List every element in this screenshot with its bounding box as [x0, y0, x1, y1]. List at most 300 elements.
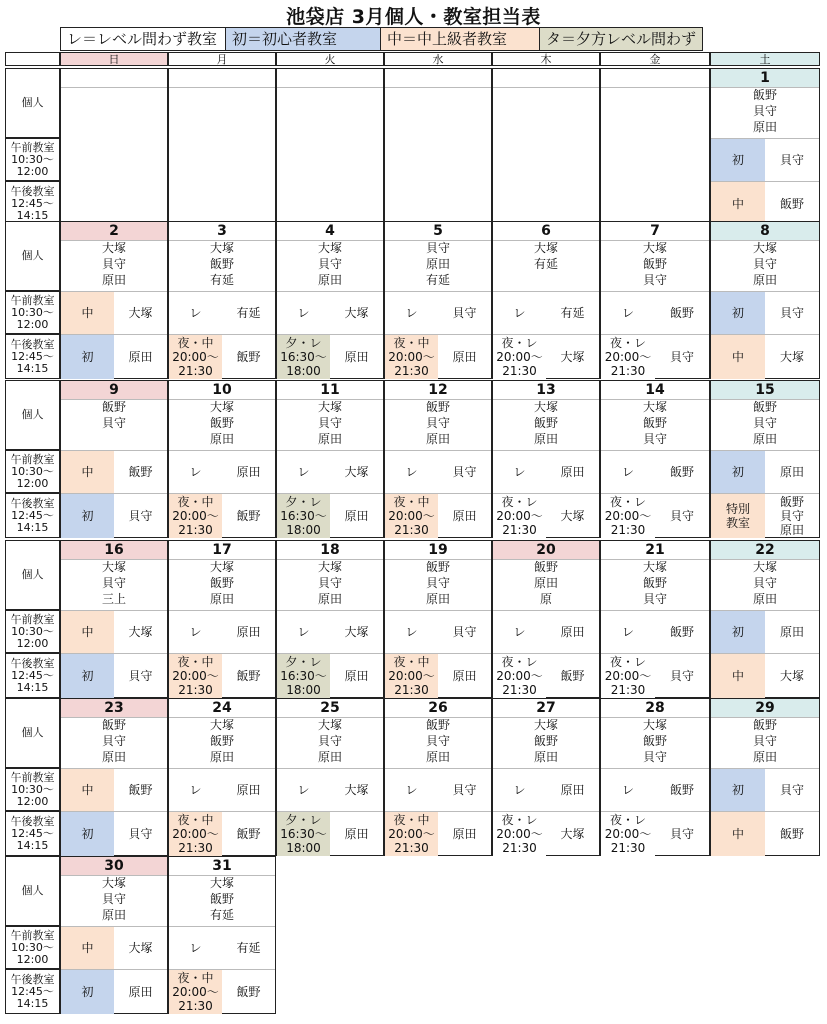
individual-staff-list: [493, 399, 599, 447]
staff-name: 飯野: [752, 88, 777, 102]
day-cell: [60, 68, 168, 226]
afternoon-class-type: 夜・レ 20:00〜 21:30: [601, 494, 655, 538]
staff-name: 原田: [101, 750, 126, 764]
row-label-morning-title: 午前教室: [10, 770, 55, 784]
weekday-header: 金: [600, 52, 710, 66]
morning-class-teacher: 有延: [236, 941, 261, 955]
individual-staff-list: [711, 399, 819, 447]
morning-class-type: レ: [493, 451, 546, 493]
afternoon-class-teacher: 貝守: [128, 509, 153, 523]
row-label-morning: [5, 138, 60, 181]
staff-name: 大塚: [317, 241, 342, 255]
staff-name: 大塚: [642, 241, 667, 255]
morning-class-type: レ: [493, 292, 546, 334]
weekday-header: 土: [710, 52, 820, 66]
staff-name: 貝守: [752, 416, 777, 430]
individual-staff-list: [711, 87, 819, 135]
staff-name: 大塚: [533, 718, 558, 732]
afternoon-class-type: 夕・レ 16:30〜 18:00: [277, 812, 330, 856]
staff-name: 飯野: [642, 734, 667, 748]
weekday-header: 水: [384, 52, 492, 66]
day-number: 15: [711, 381, 819, 400]
weekday-header: 木: [492, 52, 600, 66]
day-number: 25: [277, 699, 383, 718]
morning-class-teacher: 有延: [560, 306, 585, 320]
afternoon-class-teacher: 原田: [344, 669, 369, 683]
row-label-individual-text: 個人: [21, 96, 44, 109]
staff-name: 飯野: [752, 400, 777, 414]
individual-staff-list: [169, 559, 275, 607]
morning-class-teacher: 原田: [560, 465, 585, 479]
afternoon-class-teacher: 大塚: [779, 350, 804, 364]
staff-name: 有延: [209, 273, 234, 287]
individual-staff-list: [493, 717, 599, 765]
individual-staff-list: [493, 559, 599, 607]
day-cell: [60, 221, 168, 379]
morning-class-type: 初: [711, 292, 765, 334]
individual-staff-list: [61, 875, 167, 923]
afternoon-class-teacher: 原田: [344, 827, 369, 841]
afternoon-class-type: 夜・中 20:00〜 21:30: [169, 970, 222, 1014]
row-label-afternoon-time: 12:45〜 14:15: [11, 826, 54, 852]
day-cell: [60, 540, 168, 698]
morning-class-teacher: 原田: [560, 783, 585, 797]
staff-name: 大塚: [752, 560, 777, 574]
staff-name: 飯野: [209, 257, 234, 271]
staff-name: 飯野: [642, 257, 667, 271]
morning-class-type: 中: [61, 292, 114, 334]
morning-class-teacher: 原田: [236, 465, 261, 479]
afternoon-class-teacher: 飯野: [779, 827, 804, 841]
day-cell: [168, 856, 276, 1014]
day-number: 30: [61, 857, 167, 876]
row-label-afternoon: [5, 493, 60, 538]
morning-class-teacher: 飯野: [669, 306, 694, 320]
morning-class-type: 初: [711, 139, 765, 181]
morning-class-type: レ: [601, 769, 655, 811]
afternoon-class-type: 夜・中 20:00〜 21:30: [385, 494, 438, 538]
weekday-header: 火: [276, 52, 384, 66]
morning-class-teacher: 飯野: [669, 465, 694, 479]
staff-name: 貝守: [752, 104, 777, 118]
weekday-header: 日: [60, 52, 168, 66]
day-cell: [492, 540, 600, 698]
afternoon-class-type: 夜・レ 20:00〜 21:30: [493, 812, 546, 856]
row-label-morning-time: 10:30〜 12:00: [11, 464, 54, 490]
row-label-morning: [5, 768, 60, 811]
day-number: 14: [601, 381, 709, 400]
morning-class-type: レ: [169, 927, 222, 969]
afternoon-class-teacher: 大塚: [560, 509, 585, 523]
individual-staff-list: [601, 559, 709, 607]
afternoon-class-teacher: 大塚: [779, 669, 804, 683]
day-cell: [600, 380, 710, 538]
morning-class-type: レ: [385, 611, 438, 653]
staff-name: 貝守: [642, 273, 667, 287]
day-cell: [600, 540, 710, 698]
afternoon-class-teacher: 貝守: [128, 827, 153, 841]
day-cell: [600, 68, 710, 226]
day-number: 23: [61, 699, 167, 718]
day-number: 10: [169, 381, 275, 400]
morning-class-teacher: 貝守: [452, 306, 477, 320]
morning-class-type: 初: [711, 611, 765, 653]
morning-class-teacher: 貝守: [452, 625, 477, 639]
afternoon-class-teacher: 貝守: [669, 827, 694, 841]
day-cell: [276, 380, 384, 538]
day-number: 27: [493, 699, 599, 718]
day-number: 18: [277, 541, 383, 560]
row-label-morning-time: 10:30〜 12:00: [11, 940, 54, 966]
individual-staff-list: [169, 875, 275, 923]
row-label-individual: [5, 698, 60, 768]
afternoon-class-teacher: 原田: [128, 985, 153, 999]
staff-name: 貝守: [317, 416, 342, 430]
staff-name: 原田: [209, 432, 234, 446]
staff-name: 貝守: [317, 576, 342, 590]
individual-staff-list: [61, 559, 167, 607]
row-label-individual: [5, 540, 60, 610]
individual-staff-list: [61, 240, 167, 288]
afternoon-class-type: 初: [61, 335, 114, 379]
row-label-afternoon: [5, 181, 60, 226]
individual-staff-list: [601, 399, 709, 447]
morning-class-type: レ: [169, 451, 222, 493]
row-label-afternoon: [5, 334, 60, 379]
afternoon-class-teacher: 貝守: [669, 509, 694, 523]
row-label-individual-text: 個人: [21, 726, 44, 739]
individual-staff-list: [277, 240, 383, 288]
day-number-empty: [169, 69, 275, 88]
morning-class-teacher: 貝守: [779, 306, 804, 320]
afternoon-class-teacher: 原田: [344, 350, 369, 364]
staff-name: 飯野: [101, 400, 126, 414]
morning-class-type: レ: [385, 292, 438, 334]
staff-name: 原田: [317, 750, 342, 764]
row-label-afternoon-title: 午後教室: [10, 496, 55, 510]
individual-staff-list: [169, 399, 275, 447]
morning-class-teacher: 有延: [236, 306, 261, 320]
day-cell: [492, 68, 600, 226]
morning-class-teacher: 貝守: [779, 783, 804, 797]
staff-name: 飯野: [752, 718, 777, 732]
staff-name: 飯野: [533, 734, 558, 748]
staff-name: 原田: [752, 273, 777, 287]
morning-class-teacher: 大塚: [128, 306, 153, 320]
day-cell: [492, 698, 600, 856]
staff-name: 飯野: [209, 576, 234, 590]
afternoon-class-teacher: 飯野: [560, 669, 585, 683]
row-label-individual-text: 個人: [21, 249, 44, 262]
staff-name: 原田: [317, 592, 342, 606]
day-number: 20: [493, 541, 599, 560]
day-number: 7: [601, 222, 709, 241]
afternoon-class-type: 特別 教室: [711, 494, 765, 538]
staff-name: 貝守: [752, 734, 777, 748]
staff-name: 大塚: [533, 241, 558, 255]
staff-name: 大塚: [209, 718, 234, 732]
individual-staff-list: [385, 399, 491, 447]
individual-staff-list: [385, 717, 491, 765]
staff-name: 大塚: [209, 400, 234, 414]
row-label-individual-text: 個人: [21, 884, 44, 897]
afternoon-class-type: 夜・中 20:00〜 21:30: [385, 335, 438, 379]
morning-class-type: 中: [61, 927, 114, 969]
day-cell: [168, 221, 276, 379]
row-label-individual: [5, 380, 60, 450]
afternoon-class-type: 夜・レ 20:00〜 21:30: [493, 494, 546, 538]
afternoon-class-teacher: 原田: [452, 509, 477, 523]
staff-name: 飯野: [533, 416, 558, 430]
staff-name: 大塚: [209, 876, 234, 890]
day-number: 6: [493, 222, 599, 241]
row-label-morning: [5, 610, 60, 653]
day-number: 31: [169, 857, 275, 876]
staff-name: 飯野: [425, 718, 450, 732]
day-number: 8: [711, 222, 819, 241]
afternoon-class-type: 夜・中 20:00〜 21:30: [385, 812, 438, 856]
staff-name: 原: [539, 592, 552, 606]
weekday-header: 月: [168, 52, 276, 66]
afternoon-class-teacher: 原田: [452, 669, 477, 683]
afternoon-class-teacher: 飯野: [236, 350, 261, 364]
staff-name: 飯野: [425, 560, 450, 574]
day-cell: [168, 380, 276, 538]
day-number: 19: [385, 541, 491, 560]
morning-class-teacher: 貝守: [779, 153, 804, 167]
morning-class-type: 初: [711, 769, 765, 811]
legend-intermediate: 中＝中上級者教室: [381, 28, 540, 50]
staff-name: 原田: [317, 273, 342, 287]
day-cell: [710, 221, 820, 379]
morning-class-teacher: 原田: [779, 625, 804, 639]
afternoon-class-type: 夜・中 20:00〜 21:30: [169, 335, 222, 379]
staff-name: 貝守: [642, 432, 667, 446]
day-cell: [710, 68, 820, 226]
staff-name: 原田: [533, 576, 558, 590]
staff-name: 原田: [425, 257, 450, 271]
day-number: 11: [277, 381, 383, 400]
staff-name: 飯野: [642, 576, 667, 590]
row-label-morning-time: 10:30〜 12:00: [11, 152, 54, 178]
row-label-afternoon: [5, 969, 60, 1014]
staff-name: 飯野: [425, 400, 450, 414]
legend-evening: タ＝夕方レベル問わず: [540, 28, 702, 50]
morning-class-type: レ: [601, 451, 655, 493]
afternoon-class-type: 初: [61, 812, 114, 856]
afternoon-class-teacher: 飯野: [779, 197, 804, 211]
morning-class-teacher: 大塚: [344, 465, 369, 479]
staff-name: 飯野: [209, 892, 234, 906]
staff-name: 原田: [752, 120, 777, 134]
afternoon-class-teacher: 大塚: [560, 350, 585, 364]
day-cell: [168, 68, 276, 226]
individual-staff-list: [711, 717, 819, 765]
afternoon-class-type: 夜・レ 20:00〜 21:30: [493, 335, 546, 379]
day-number-empty: [277, 69, 383, 88]
day-cell: [276, 698, 384, 856]
afternoon-class-teacher: 原田: [344, 509, 369, 523]
afternoon-class-type: 夜・中 20:00〜 21:30: [385, 654, 438, 698]
staff-name: 大塚: [209, 241, 234, 255]
day-cell: [60, 698, 168, 856]
row-label-afternoon-title: 午後教室: [10, 184, 55, 198]
staff-name: 原田: [752, 432, 777, 446]
staff-name: 貝守: [317, 734, 342, 748]
afternoon-class-type: 中: [711, 182, 765, 226]
morning-class-type: レ: [277, 769, 330, 811]
page-title: 池袋店 3月個人・教室担当表: [286, 6, 541, 28]
day-number: 1: [711, 69, 819, 88]
row-label-afternoon: [5, 653, 60, 698]
individual-staff-list: [601, 240, 709, 288]
row-label-morning-title: 午前教室: [10, 293, 55, 307]
day-number: 13: [493, 381, 599, 400]
day-cell: [600, 221, 710, 379]
day-number: 28: [601, 699, 709, 718]
day-cell: [492, 380, 600, 538]
morning-class-teacher: 飯野: [669, 625, 694, 639]
staff-name: 原田: [533, 750, 558, 764]
row-label-morning-time: 10:30〜 12:00: [11, 782, 54, 808]
row-label-afternoon-time: 12:45〜 14:15: [11, 349, 54, 375]
individual-staff-list: [277, 559, 383, 607]
weekday-header-row: [0, 52, 820, 66]
morning-class-teacher: 飯野: [669, 783, 694, 797]
individual-staff-list: [61, 717, 167, 765]
afternoon-class-teacher: 原田: [452, 827, 477, 841]
afternoon-class-type: 初: [61, 494, 114, 538]
row-label-afternoon: [5, 811, 60, 856]
staff-name: 三上: [101, 592, 126, 606]
morning-class-teacher: 原田: [560, 625, 585, 639]
row-label-morning-title: 午前教室: [10, 452, 55, 466]
row-label-morning-title: 午前教室: [10, 612, 55, 626]
staff-name: 飯野: [533, 560, 558, 574]
morning-class-teacher: 貝守: [452, 465, 477, 479]
day-number: 26: [385, 699, 491, 718]
day-cell: [710, 698, 820, 856]
day-number-empty: [493, 69, 599, 88]
day-number: 17: [169, 541, 275, 560]
staff-name: 大塚: [317, 560, 342, 574]
morning-class-type: レ: [601, 611, 655, 653]
staff-name: 貝守: [101, 416, 126, 430]
individual-staff-list: [169, 717, 275, 765]
individual-staff-list: [277, 399, 383, 447]
staff-name: 飯野: [209, 734, 234, 748]
legend: [60, 27, 703, 51]
staff-name: 飯野: [101, 718, 126, 732]
row-label-afternoon-title: 午後教室: [10, 814, 55, 828]
staff-name: 貝守: [101, 892, 126, 906]
legend-beginner: 初＝初心者教室: [226, 28, 381, 50]
staff-name: 貝守: [101, 734, 126, 748]
day-cell: [384, 68, 492, 226]
afternoon-class-type: 中: [711, 335, 765, 379]
row-label-afternoon-time: 12:45〜 14:15: [11, 668, 54, 694]
legend-level-any: レ＝レベル問わず教室: [61, 28, 226, 50]
staff-name: 大塚: [317, 718, 342, 732]
afternoon-class-teacher: 貝守: [128, 669, 153, 683]
morning-class-type: 中: [61, 611, 114, 653]
row-label-afternoon-title: 午後教室: [10, 972, 55, 986]
morning-class-type: レ: [169, 292, 222, 334]
individual-staff-list: [61, 399, 167, 431]
individual-staff-list: [169, 240, 275, 288]
afternoon-class-teacher: 大塚: [560, 827, 585, 841]
day-number: 4: [277, 222, 383, 241]
morning-class-teacher: 大塚: [344, 306, 369, 320]
row-label-individual: [5, 221, 60, 291]
afternoon-class-teacher: 貝守: [669, 350, 694, 364]
day-number: 21: [601, 541, 709, 560]
afternoon-class-type: 初: [61, 654, 114, 698]
day-number: 22: [711, 541, 819, 560]
staff-name: 大塚: [101, 241, 126, 255]
morning-class-type: レ: [169, 611, 222, 653]
morning-class-teacher: 飯野: [128, 783, 153, 797]
row-label-individual-text: 個人: [21, 408, 44, 421]
staff-name: 大塚: [533, 400, 558, 414]
afternoon-class-type: 中: [711, 654, 765, 698]
staff-name: 飯野: [209, 416, 234, 430]
staff-name: 貝守: [642, 592, 667, 606]
row-label-afternoon-time: 12:45〜 14:15: [11, 508, 54, 534]
individual-staff-list: [385, 559, 491, 607]
staff-name: 原田: [101, 273, 126, 287]
morning-class-type: レ: [601, 292, 655, 334]
afternoon-class-type: 中: [711, 812, 765, 856]
staff-name: 貝守: [642, 750, 667, 764]
day-cell: [384, 380, 492, 538]
day-cell: [276, 221, 384, 379]
staff-name: 原田: [425, 750, 450, 764]
day-cell: [168, 540, 276, 698]
day-cell: [710, 380, 820, 538]
morning-class-type: レ: [493, 769, 546, 811]
morning-class-type: 中: [61, 769, 114, 811]
afternoon-class-teacher: 原田: [128, 350, 153, 364]
morning-class-type: レ: [385, 769, 438, 811]
afternoon-class-teacher: 飯野: [236, 827, 261, 841]
day-cell: [492, 221, 600, 379]
row-label-individual-text: 個人: [21, 568, 44, 581]
staff-name: 原田: [209, 750, 234, 764]
individual-staff-list: [277, 717, 383, 765]
morning-class-teacher: 大塚: [128, 941, 153, 955]
morning-class-type: 中: [61, 451, 114, 493]
row-label-afternoon-title: 午後教室: [10, 656, 55, 670]
day-cell: [276, 68, 384, 226]
staff-name: 貝守: [425, 734, 450, 748]
staff-name: 貝守: [101, 257, 126, 271]
afternoon-class-teacher: 貝守: [669, 669, 694, 683]
afternoon-class-teacher: 飯野 貝守 原田: [779, 495, 804, 537]
staff-name: 有延: [425, 273, 450, 287]
staff-name: 貝守: [317, 257, 342, 271]
row-label-afternoon-time: 12:45〜 14:15: [11, 984, 54, 1010]
morning-class-teacher: 貝守: [452, 783, 477, 797]
individual-staff-list: [711, 240, 819, 288]
individual-staff-list: [601, 717, 709, 765]
afternoon-class-type: 夜・中 20:00〜 21:30: [169, 494, 222, 538]
morning-class-type: レ: [169, 769, 222, 811]
individual-staff-list: [711, 559, 819, 607]
afternoon-class-type: 夜・中 20:00〜 21:30: [169, 654, 222, 698]
afternoon-class-teacher: 飯野: [236, 509, 261, 523]
morning-class-teacher: 原田: [236, 625, 261, 639]
